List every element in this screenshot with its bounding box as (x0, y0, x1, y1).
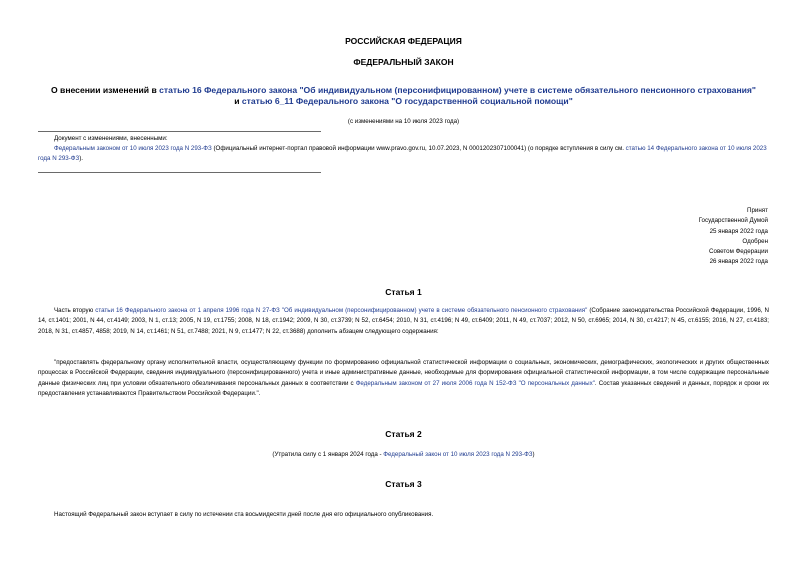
article1-p1-text-a: Часть вторую (54, 307, 96, 314)
changes-text-1: (Официальный интернет-портал правовой информации www.pravo.gov.ru, 10.07.2023, N 0001202307100041) (о порядке вступления в силу см. (211, 145, 626, 152)
changes-link-article14[interactable]: статью 14 Федерального закона от 10 июля 2023 года N 293-ФЗ (38, 145, 767, 162)
changes-top-rule (38, 131, 321, 132)
changes-bottom-rule (38, 172, 321, 173)
doc-type-heading: ФЕДЕРАЛЬНЫЙ ЗАКОН (353, 57, 454, 67)
changes-text-2: ). (79, 154, 83, 162)
article1-heading: Статья 1 (385, 287, 422, 297)
article1-link-law152[interactable]: Федеральным законом от 27 июля 2006 года N 152-ФЗ "О персональных данных" (355, 379, 595, 387)
article2-heading: Статья 2 (385, 429, 422, 439)
title-link-article6-11[interactable]: статью 6_11 Федерального закона "О государственной социальной помощи" (241, 96, 573, 106)
title-joiner: и (234, 96, 242, 106)
article1-p1-text-b: (Собрание законодательства Российской Федерации, 1996, N 14, ст.1401; 2001, N 44, ст.4149; 2003, N 1, ст.13; 2005, N 19, ст.1755; 2008, N 18, ст.1942; 2009, N 30, ст.3739; N 52, ст.6454; 2010, N 31, ст.4196; N 49, ст.6409; 2011, N 49, ст.7037; 2012, N 50, ст.6965; 2014, N 30, ст.4217; N 45, ст.6155; 2016, N 27, ст.4183; 2018, N 31, ст.4857, 4858; 2019, N 14, ст.1461; N 51, ст.7488; 2021, N 9, ст.1477; N 22, ст.3688) дополнить абзацем следующего содержания: (38, 307, 769, 335)
article3-text: Настоящий Федеральный закон вступает в силу по истечении ста восьмидесяти дней после дня его официального опубликования. (54, 511, 434, 518)
article2-note (0, 450, 807, 460)
article2-link-law293[interactable]: Федеральный закон от 10 июля 2023 года N 293-ФЗ (383, 451, 533, 458)
country-heading: РОССИЙСКАЯ ФЕДЕРАЦИЯ (345, 36, 462, 46)
article1-p2-text-a: "предоставлять федеральному органу исполнительной власти, осуществляющему функции по формированию официальной статистической информации о социальных, экономических, демографических, экологических и других общественных процессах в Российской Федерации, сведения индивидуального (персонифицированного) учета и иные административные данные, необходимые для формирования официальной статистической информации, в том числе содержащие персональные данные физических лиц при условии обязательного обезличивания персональных данных в соответствии с (38, 359, 769, 387)
changes-heading: Документ с изменениями, внесенными: (54, 135, 168, 142)
article3-heading: Статья 3 (385, 479, 422, 489)
article1-paragraph2 (38, 358, 769, 400)
law-title (0, 85, 807, 107)
approved-label: Одобрен (742, 237, 768, 245)
article1-p2-text-b: . Состав указанных сведений и данных, порядок и сроки их предоставления устанавливаются Правительством Российской Федерации.". (38, 379, 770, 398)
adopted-date: 25 января 2022 года (709, 227, 768, 235)
edition-note: (с изменениями на 10 июля 2023 года) (347, 118, 460, 125)
title-prefix: О внесении изменений в (50, 85, 160, 95)
article1-link-article16[interactable]: статьи 16 Федерального закона от 1 апреля 1996 года N 27-ФЗ "Об индивидуальном (персонифицированном) учете в системе обязательного пенсионного страхования" (95, 307, 588, 314)
changes-text (38, 144, 770, 163)
adoption-block (699, 206, 768, 268)
article2-note-text-a: (Утратила силу с 1 января 2024 года - (272, 451, 384, 458)
adopted-label: Принят (747, 207, 768, 214)
article2-note-text-b: ) (532, 451, 535, 458)
adopted-by: Государственной Думой (698, 217, 768, 225)
approved-date: 26 января 2022 года (709, 258, 768, 266)
changes-link-law293[interactable]: Федеральным законом от 10 июля 2023 года N 293-ФЗ (54, 145, 212, 152)
approved-by: Советом Федерации (709, 248, 768, 256)
title-link-article16[interactable]: статью 16 Федерального закона "Об индивидуальном (персонифицированном) учете в системе обязательного пенсионного страхования" (159, 85, 757, 95)
article1-paragraph1 (38, 306, 769, 337)
